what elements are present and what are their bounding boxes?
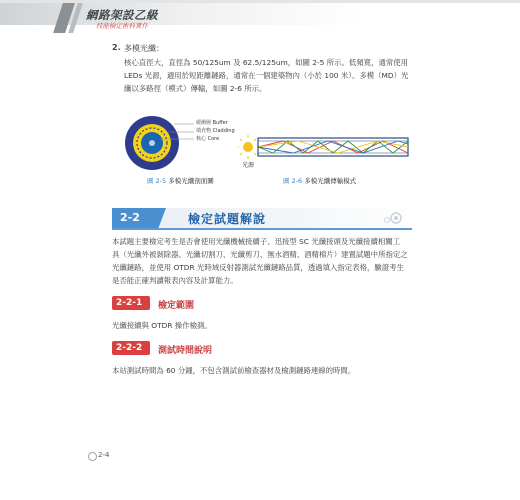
paragraph-line: 核心直徑大，直徑為 50/125um 及 62.5/125um，如圖 2-5 所示。低頻寬，通常使用 <box>124 58 409 67</box>
section-title: 檢定試題解說 <box>188 212 267 226</box>
section-2-2-paragraph <box>112 235 416 287</box>
label-core: 核心 Core <box>196 136 220 142</box>
subsection-text: 光纖接續與 OTDR 操作檢測。 <box>112 321 212 330</box>
subsection-title: 檢定範圍 <box>158 301 195 311</box>
figure-2-6-caption <box>283 176 356 185</box>
core-center <box>149 140 155 146</box>
caption-number: 圖 2-5 <box>147 177 167 185</box>
caption-text: 多模光纖剖面圖 <box>168 177 214 185</box>
section-number: 2-2 <box>120 211 140 224</box>
paragraph-line: 具（光纖外被剝除器、光纖切割刀、光纖剪刀、無水酒精、酒精棉片）建置試題中所指定之 <box>112 250 408 259</box>
paragraph-line: 本試題主要檢定考生是否會使用光纖機械接續子、迅接型 SC 光纖接頭及光纖接續相關工 <box>112 237 401 246</box>
item-title: 多模光纖： <box>124 44 164 53</box>
label-cladding: 填充物 Cladding <box>196 128 235 134</box>
subsection-number: 2-2-1 <box>116 298 143 308</box>
multimode-transmission-figure <box>238 132 418 172</box>
gear-decoration-icon <box>382 211 404 225</box>
book-subtitle: 技能檢定術科實作 <box>96 22 148 30</box>
subsection-text: 本站測試時間為 60 分鐘，不包含測試前檢查器材及檢測鏈路連線的時間。 <box>112 366 356 375</box>
book-title: 網路架設乙級 <box>86 8 158 22</box>
item-number: 2. <box>112 43 121 52</box>
light-source-icon <box>238 135 260 159</box>
label-buffer: 緩衝層 Buffer <box>196 120 228 126</box>
paragraph-line: 是否能正確判讀報表內容及計算能力。 <box>112 276 238 285</box>
section-underline <box>112 228 412 230</box>
caption-number: 圖 2-6 <box>283 177 303 185</box>
item-paragraph <box>124 56 424 95</box>
page-number: 2-4 <box>98 451 110 459</box>
figure-2-5-caption <box>147 176 214 185</box>
page-circle-icon <box>88 452 97 461</box>
paragraph-line: 光纖鏈路，並使用 OTDR 光時域反射器測試光纖鏈路品質，透過填入指定表格，驗證考生 <box>112 263 404 272</box>
paragraph-line: LEDs 光源，適用於短距離鏈路，通常在一個建築物內（小於 100 米）。多模（MD）光 <box>124 71 409 80</box>
subsection-number: 2-2-2 <box>116 343 143 353</box>
paragraph-line: 纖以多路徑（模式）傳輸，如圖 2-6 所示。 <box>124 84 267 93</box>
light-source-label: 光源 <box>242 162 255 169</box>
caption-text: 多模光纖傳輸模式 <box>304 177 357 185</box>
subsection-title: 測試時間說明 <box>158 346 213 356</box>
